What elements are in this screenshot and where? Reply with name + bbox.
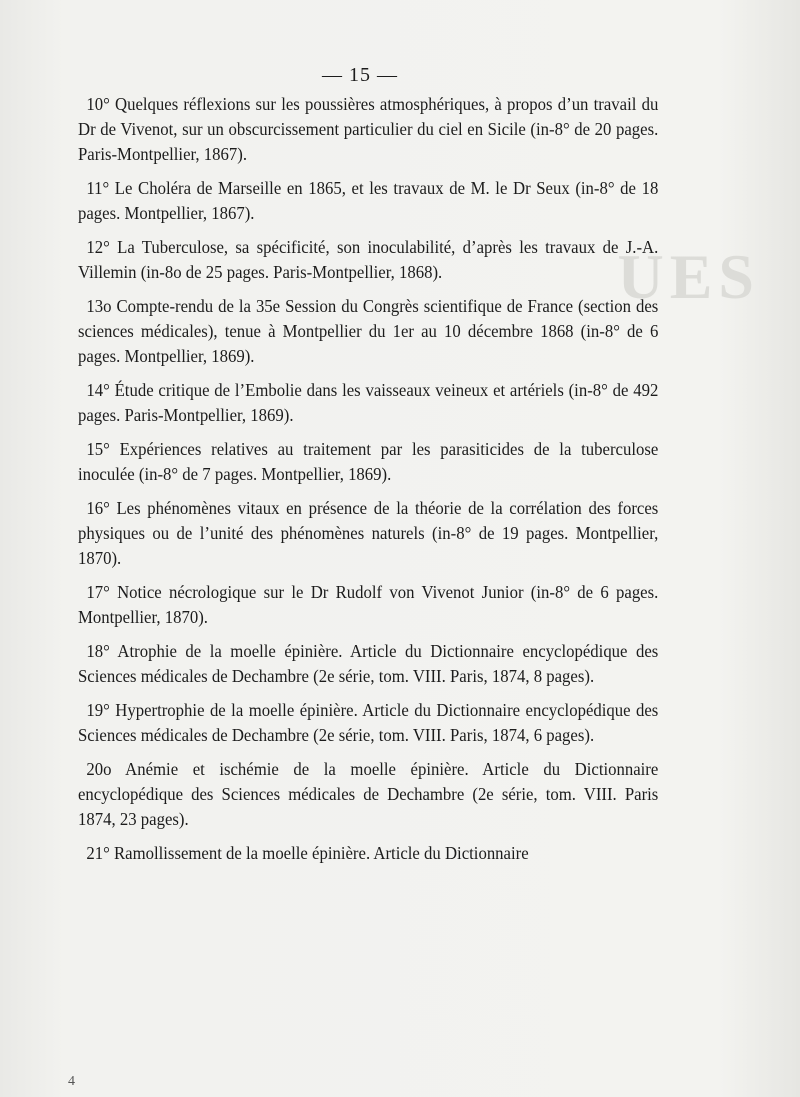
- entry-20: 20o Anémie et ischémie de la moelle épinière. Article du Dictionnaire encyclopédique des Sciences médicales de Dechambre (2e série, tom. VIII. Paris 1874, 23 pages).: [78, 759, 659, 829]
- entry-11: 11° Le Choléra de Marseille en 1865, et les travaux de M. le Dr Seux (in-8° de 18 pages. Montpellier, 1867).: [78, 178, 659, 223]
- entry-19: 19° Hypertrophie de la moelle épinière. Article du Dictionnaire encyclopédique des Sciences médicales de Dechambre (2e série, tom. VIII. Paris, 1874, 6 pages).: [78, 700, 659, 745]
- entry-14: 14° Étude critique de l’Embolie dans les vaisseaux veineux et artériels (in-8° de 492 pages. Paris-Montpellier, 1869).: [78, 380, 659, 425]
- entry-17: 17° Notice nécrologique sur le Dr Rudolf von Vivenot Junior (in-8° de 6 pages. Montpellier, 1870).: [78, 582, 659, 627]
- bleed-through-decoration: UES: [617, 241, 760, 312]
- bibliography-list: [78, 92, 658, 875]
- entry-10: 10° Quelques réflexions sur les poussières atmosphériques, à propos d’un travail du Dr de Vivenot, sur un obscurcissement particulier du ciel en Sicile (in-8° de 20 pages. Paris-Montpellier, 1867).: [78, 94, 659, 164]
- entry-13: 13o Compte-rendu de la 35e Session du Congrès scientifique de France (section des sciences médicales), tenue à Montpellier du 1er au 10 décembre 1868 (in-8° de 6 pages. Montpellier, 1869).: [78, 296, 659, 366]
- entry-12: 12° La Tuberculose, sa spécificité, son inoculabilité, d’après les travaux de J.-A. Villemin (in-8o de 25 pages. Paris-Montpellier, 1868).: [78, 237, 659, 282]
- entry-21: 21° Ramollissement de la moelle épinière. Article du Dictionnaire: [86, 843, 529, 863]
- page-number: — 15 —: [322, 64, 398, 86]
- entry-15: 15° Expériences relatives au traitement par les parasiticides de la tuberculose inoculée (in-8° de 7 pages. Montpellier, 1869).: [78, 439, 659, 484]
- entry-18: 18° Atrophie de la moelle épinière. Article du Dictionnaire encyclopédique des Sciences médicales de Dechambre (2e série, tom. VIII. Paris, 1874, 8 pages).: [78, 641, 659, 686]
- corner-mark: 4: [68, 1074, 75, 1089]
- entry-16: 16° Les phénomènes vitaux en présence de la théorie de la corrélation des forces physiques ou de l’unité des phénomènes naturels (in-8° de 19 pages. Montpellier, 1870).: [78, 498, 659, 568]
